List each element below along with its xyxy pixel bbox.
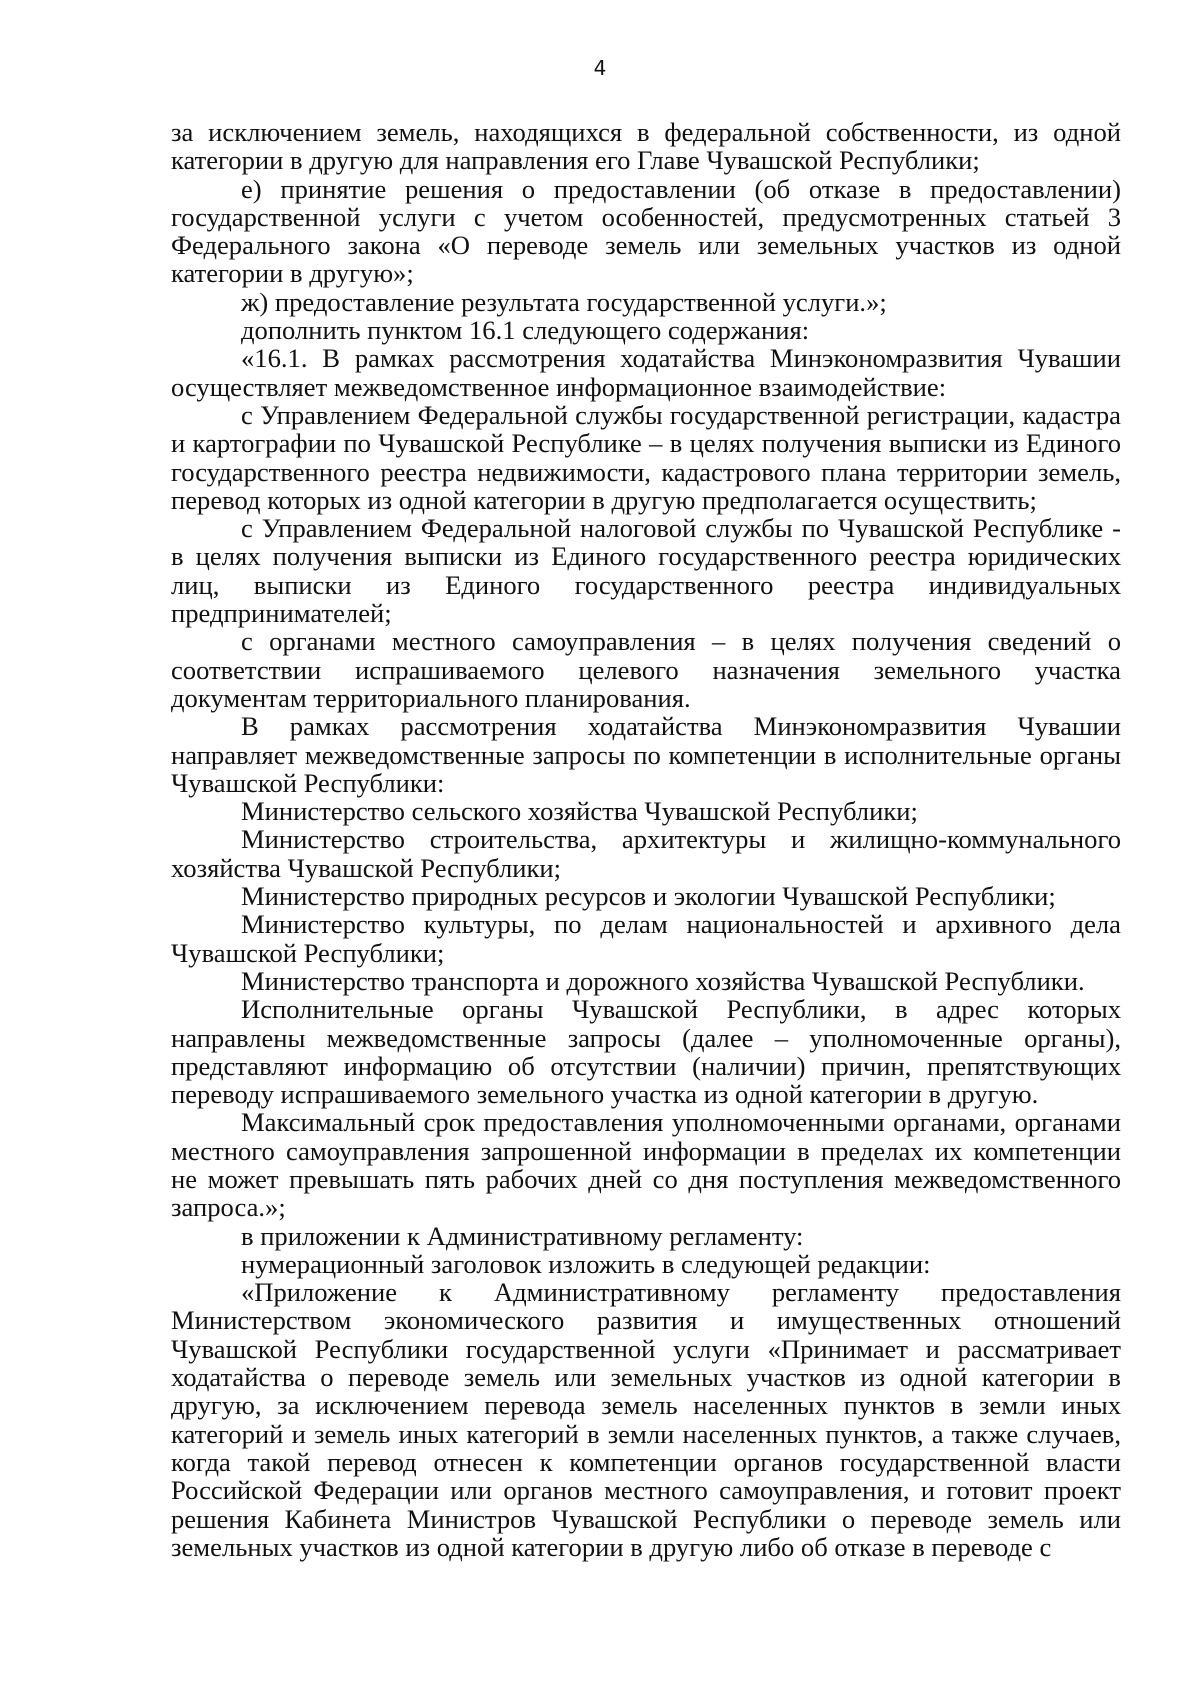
paragraph: Министерство сельского хозяйства Чувашской Республики; xyxy=(241,796,918,827)
paragraph: Министерство природных ресурсов и экологии Чувашской Республики; xyxy=(241,881,1056,912)
paragraph: Максимальный срок предоставления уполномоченными органами, органами местного самоуправления запрошенной информации в пределах их компетенции не может превышать пять рабочих дней со дня поступления межведомственного запроса.»; xyxy=(171,1107,1121,1223)
paragraph: ж) предоставление результата государственной услуги.»; xyxy=(241,286,887,317)
paragraph: Исполнительные органы Чувашской Республики, в адрес которых направлены межведомственные запросы (далее – уполномоченные органы), представляют информацию об отсутствии (наличии) причин, препятствующих переводу испрашиваемого земельного участка из одной категории в другую. xyxy=(171,994,1121,1110)
paragraph: с органами местного самоуправления – в целях получения сведений о соответствии испрашиваемого целевого назначения земельного участка документам территориального планирования. xyxy=(171,626,1121,713)
paragraph: с Управлением Федеральной налоговой службы по Чувашской Республике - в целях получения выписки из Единого государственного реестра юридических лиц, выписки из Единого государственного реестра индивидуальных предпринимателей; xyxy=(171,513,1121,629)
paragraph: е) принятие решения о предоставлении (об отказе в предоставлении) государственной услуги с учетом особенностей, предусмотренных статьей 3 Федерального закона «О переводе земель или земельных участков из одной категории в другую»; xyxy=(171,173,1121,289)
paragraph: «Приложение к Административному регламенту предоставления Министерством экономического развития и имущественных отношений Чувашской Республики государственной услуги «Принимает и рассматривает ходатайства о переводе земель или земельных участков из одной категории в другую, за исключением перевода земель населенных пунктов в земли иных категорий и земель иных категорий в земли населенных пунктов, а также случаев, когда такой перевод отнесен к компетенции органов государственной власти Российской Федерации или органов местного самоуправления, и готовит проект решения Кабинета Министров Чувашской Республики о переводе земель или земельных участков из одной категории в другую либо об отказе в переводе с xyxy=(171,1277,1121,1562)
page-number: 4 xyxy=(593,56,607,80)
paragraph: «16.1. В рамках рассмотрения ходатайства Минэкономразвития Чувашии осуществляет межведомственное информационное взаимодействие: xyxy=(171,343,1121,402)
paragraph: нумерационный заголовок изложить в следующей редакции: xyxy=(241,1248,931,1279)
paragraph: Министерство строительства, архитектуры и жилищно-коммунального хозяйства Чувашской Республики; xyxy=(171,824,1121,883)
paragraph: в приложении к Административному регламенту: xyxy=(241,1220,804,1251)
paragraph: В рамках рассмотрения ходатайства Минэкономразвития Чувашии направляет межведомственные запросы по компетенции в исполнительные органы Чувашской Республики: xyxy=(171,711,1121,798)
paragraph: Министерство транспорта и дорожного хозяйства Чувашской Республики. xyxy=(241,965,1085,996)
paragraph: с Управлением Федеральной службы государственной регистрации, кадастра и картографии по Чувашской Республике – в целях получения выписки из Единого государственного реестра недвижимости, кадастрового плана территории земель, перевод которых из одной категории в другую предполагается осуществить; xyxy=(171,399,1121,515)
paragraph: Министерство культуры, по делам национальностей и архивного дела Чувашской Республики; xyxy=(171,909,1121,968)
paragraph: за исключением земель, находящихся в федеральной собственности, из одной категории в другую для направления его Главе Чувашской Республики; xyxy=(171,117,1121,176)
paragraph: дополнить пунктом 16.1 следующего содержания: xyxy=(241,315,810,346)
document-body xyxy=(171,118,1121,1561)
